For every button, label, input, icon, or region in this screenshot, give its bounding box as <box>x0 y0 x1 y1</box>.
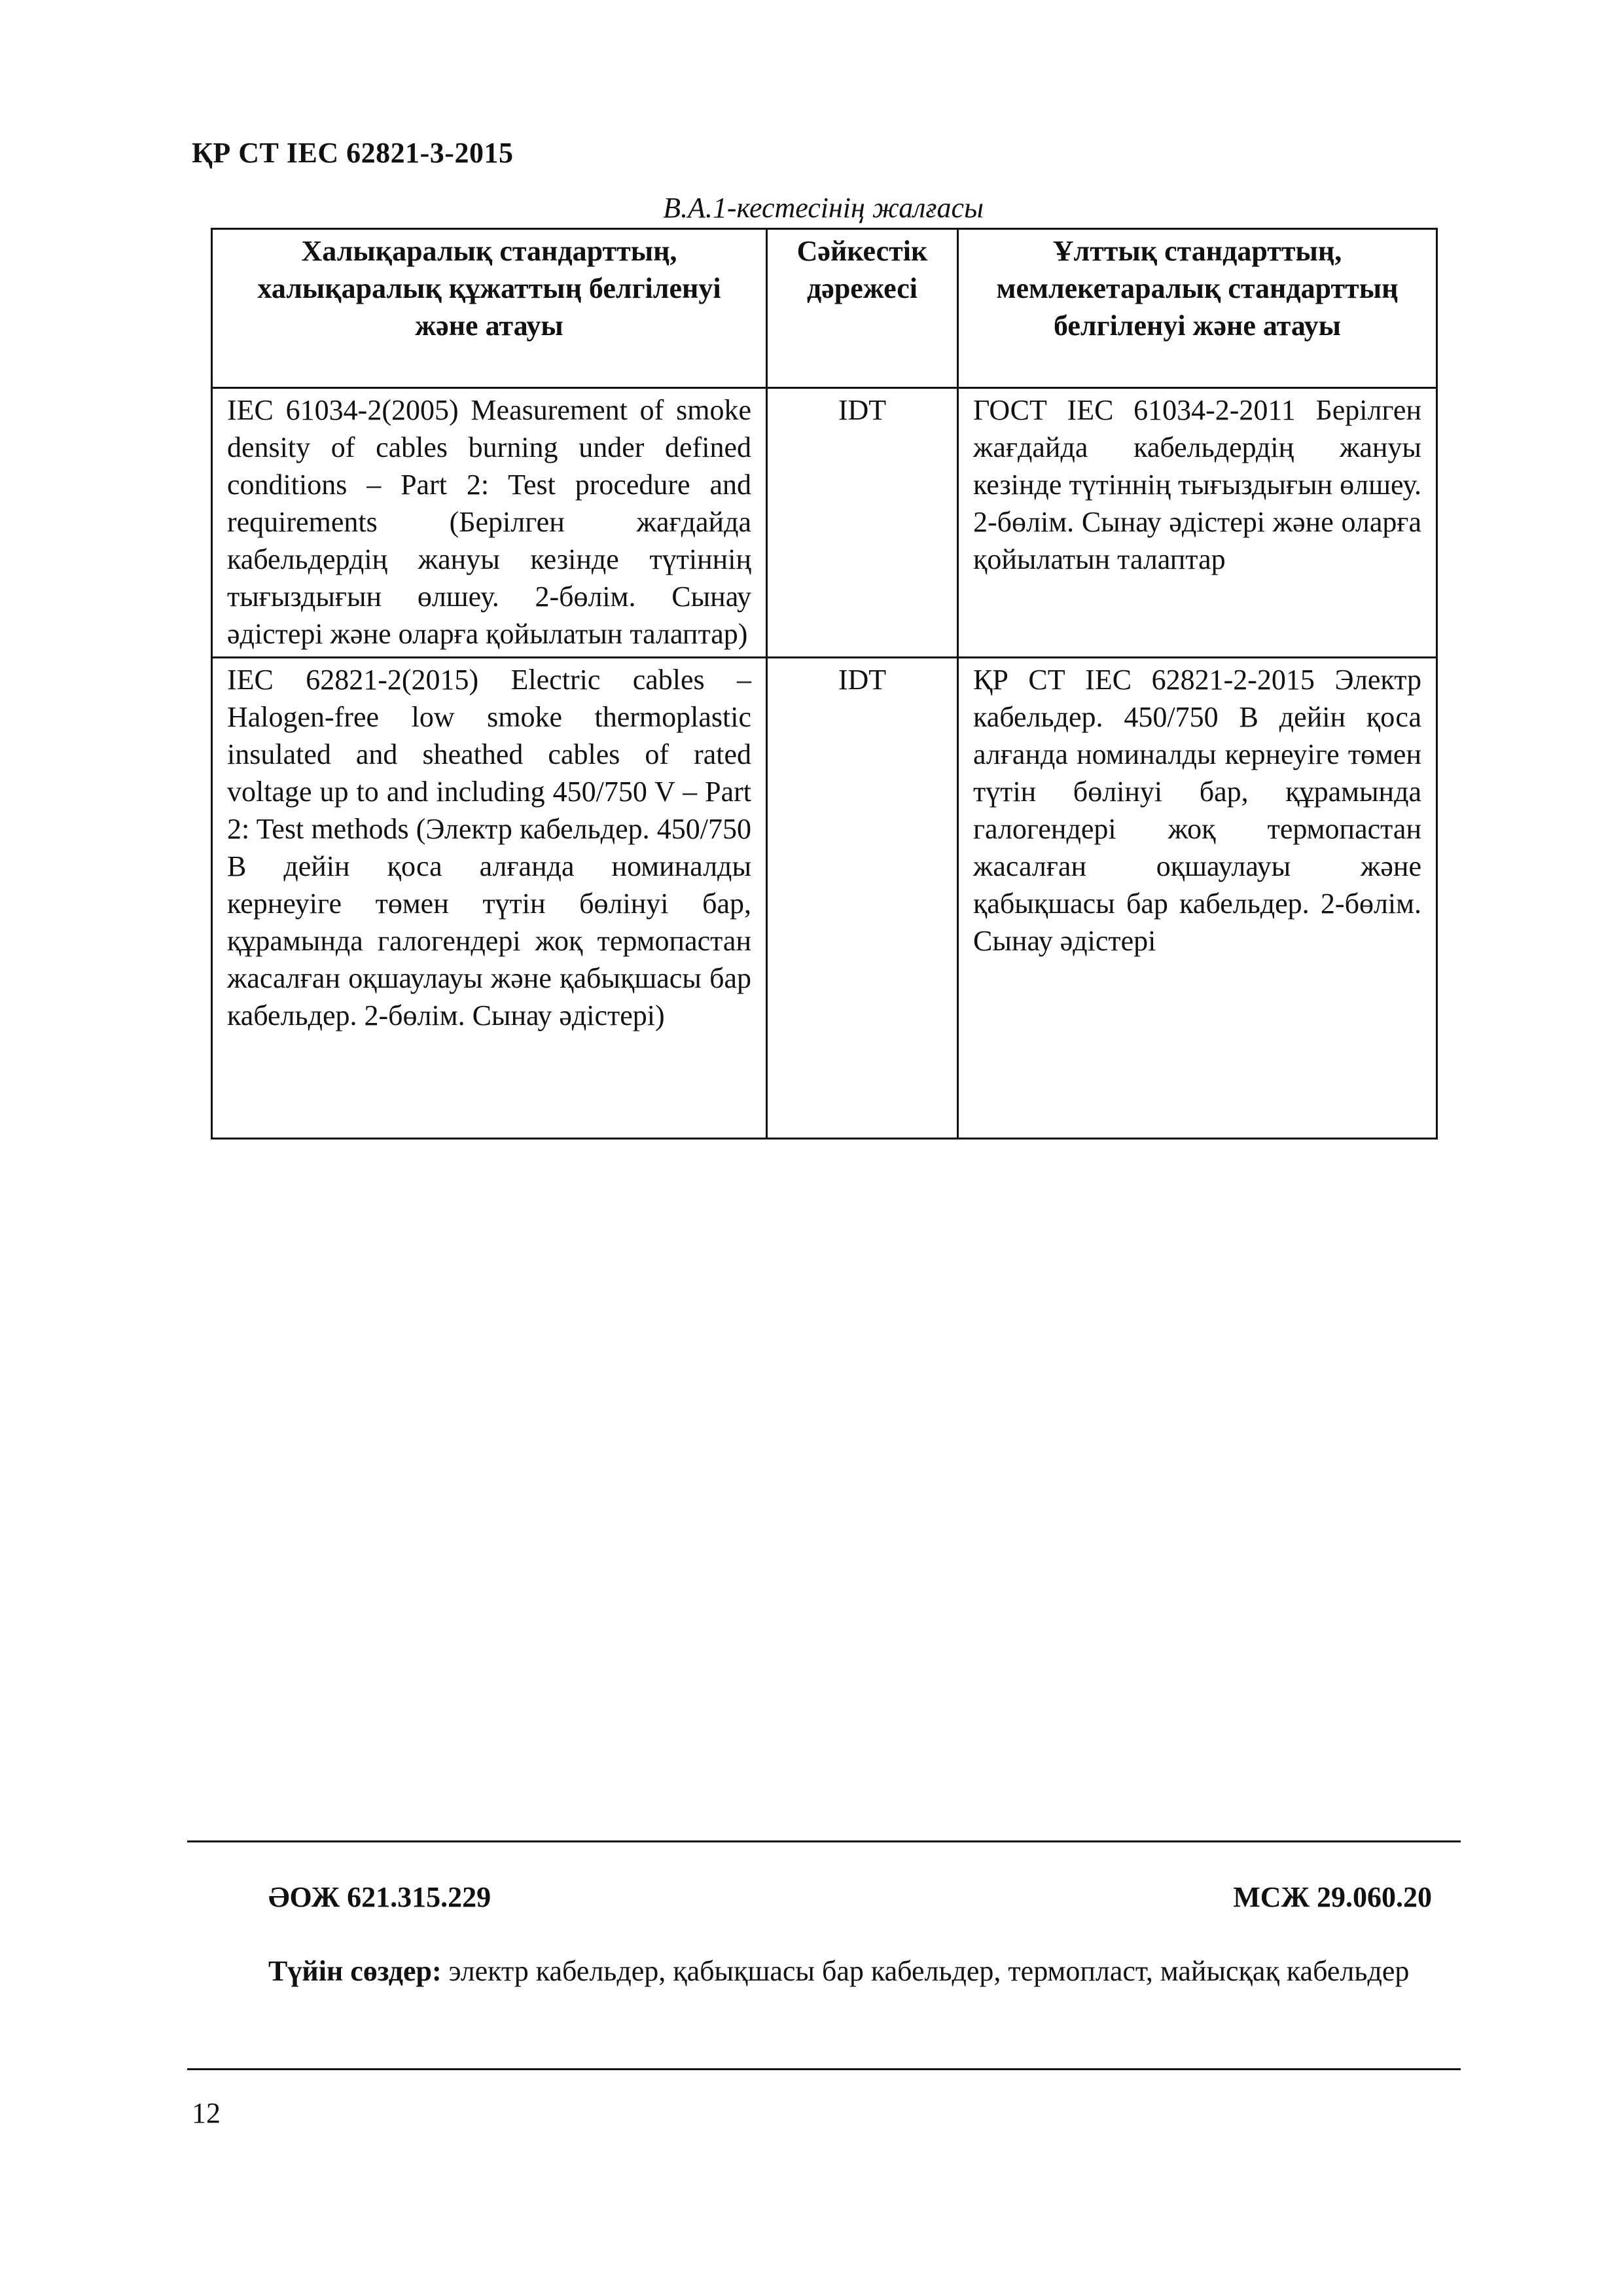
keywords-paragraph <box>192 1952 1461 1991</box>
cell-national-standard: ҚР СТ IEC 62821-2-2015 Электр кабельдер. 450/750 В дейін қоса алғанда номиналды кернеуіге төмен түтін бөлінуі бар, құрамында галогендері жоқ термопастан жасалған оқшаулауы және қабықшасы бар кабельдер. 2-бөлім. Сынау әдістері <box>958 658 1437 1139</box>
document-code: ҚР СТ IEC 62821-3-2015 <box>192 137 514 169</box>
cell-international-standard: IEC 61034-2(2005) Measurement of smoke density of cables burning under defined conditions – Part 2: Test procedure and requirements (Берілген жағдайда кабельдердің жануы кезінде түтіннің тығыздығын өлшеу. 2-бөлім. Сынау әдістері және оларға қойылатын талаптар) <box>212 388 767 658</box>
header-international-standard: Халықаралық стандарттың, халықаралық құжаттың белгіленуі және атауы <box>212 229 767 388</box>
header-conformity-degree: Сәйкестік дәрежесі <box>767 229 958 388</box>
page-number: 12 <box>192 2097 221 2129</box>
header-national-standard: Ұлттық стандарттың, мемлекетаралық стандарттың белгіленуі және атауы <box>958 229 1437 388</box>
keywords-text: электр кабельдер, қабықшасы бар кабельдер, термопласт, майысқақ кабельдер <box>441 1955 1410 1987</box>
cell-conformity-degree: IDT <box>767 388 958 658</box>
cell-national-standard: ГОСТ IEC 61034-2-2011 Берілген жағдайда кабельдердің жануы кезінде түтіннің тығыздығын өлшеу. 2-бөлім. Сынау әдістері және оларға қойылатын талаптар <box>958 388 1437 658</box>
keywords-label: Түйін сөздер: <box>268 1955 442 1987</box>
ics-code: МСЖ 29.060.20 <box>1233 1881 1432 1913</box>
table-row <box>212 658 1437 1139</box>
table-row <box>212 388 1437 658</box>
standards-table <box>211 228 1438 1139</box>
udc-code: ӘОЖ 621.315.229 <box>268 1881 491 1913</box>
footer-top-divider <box>187 1840 1461 1842</box>
table-header-row <box>212 229 1437 388</box>
cell-international-standard: IEC 62821-2(2015) Electric cables – Halogen-free low smoke thermoplastic insulated and sheathed cables of rated voltage up to and including 450/750 V – Part 2: Test methods (Электр кабельдер. 450/750 В дейін қоса алғанда номиналды кернеуіге төмен түтін бөлінуі бар, құрамында галогендері жоқ термопастан жасалған оқшаулауы және қабықшасы бар кабельдер. 2-бөлім. Сынау әдістері) <box>212 658 767 1139</box>
cell-conformity-degree: IDT <box>767 658 958 1139</box>
footer-bottom-divider <box>187 2068 1461 2070</box>
table-caption: В.А.1-кестесінің жалғасы <box>663 192 984 224</box>
